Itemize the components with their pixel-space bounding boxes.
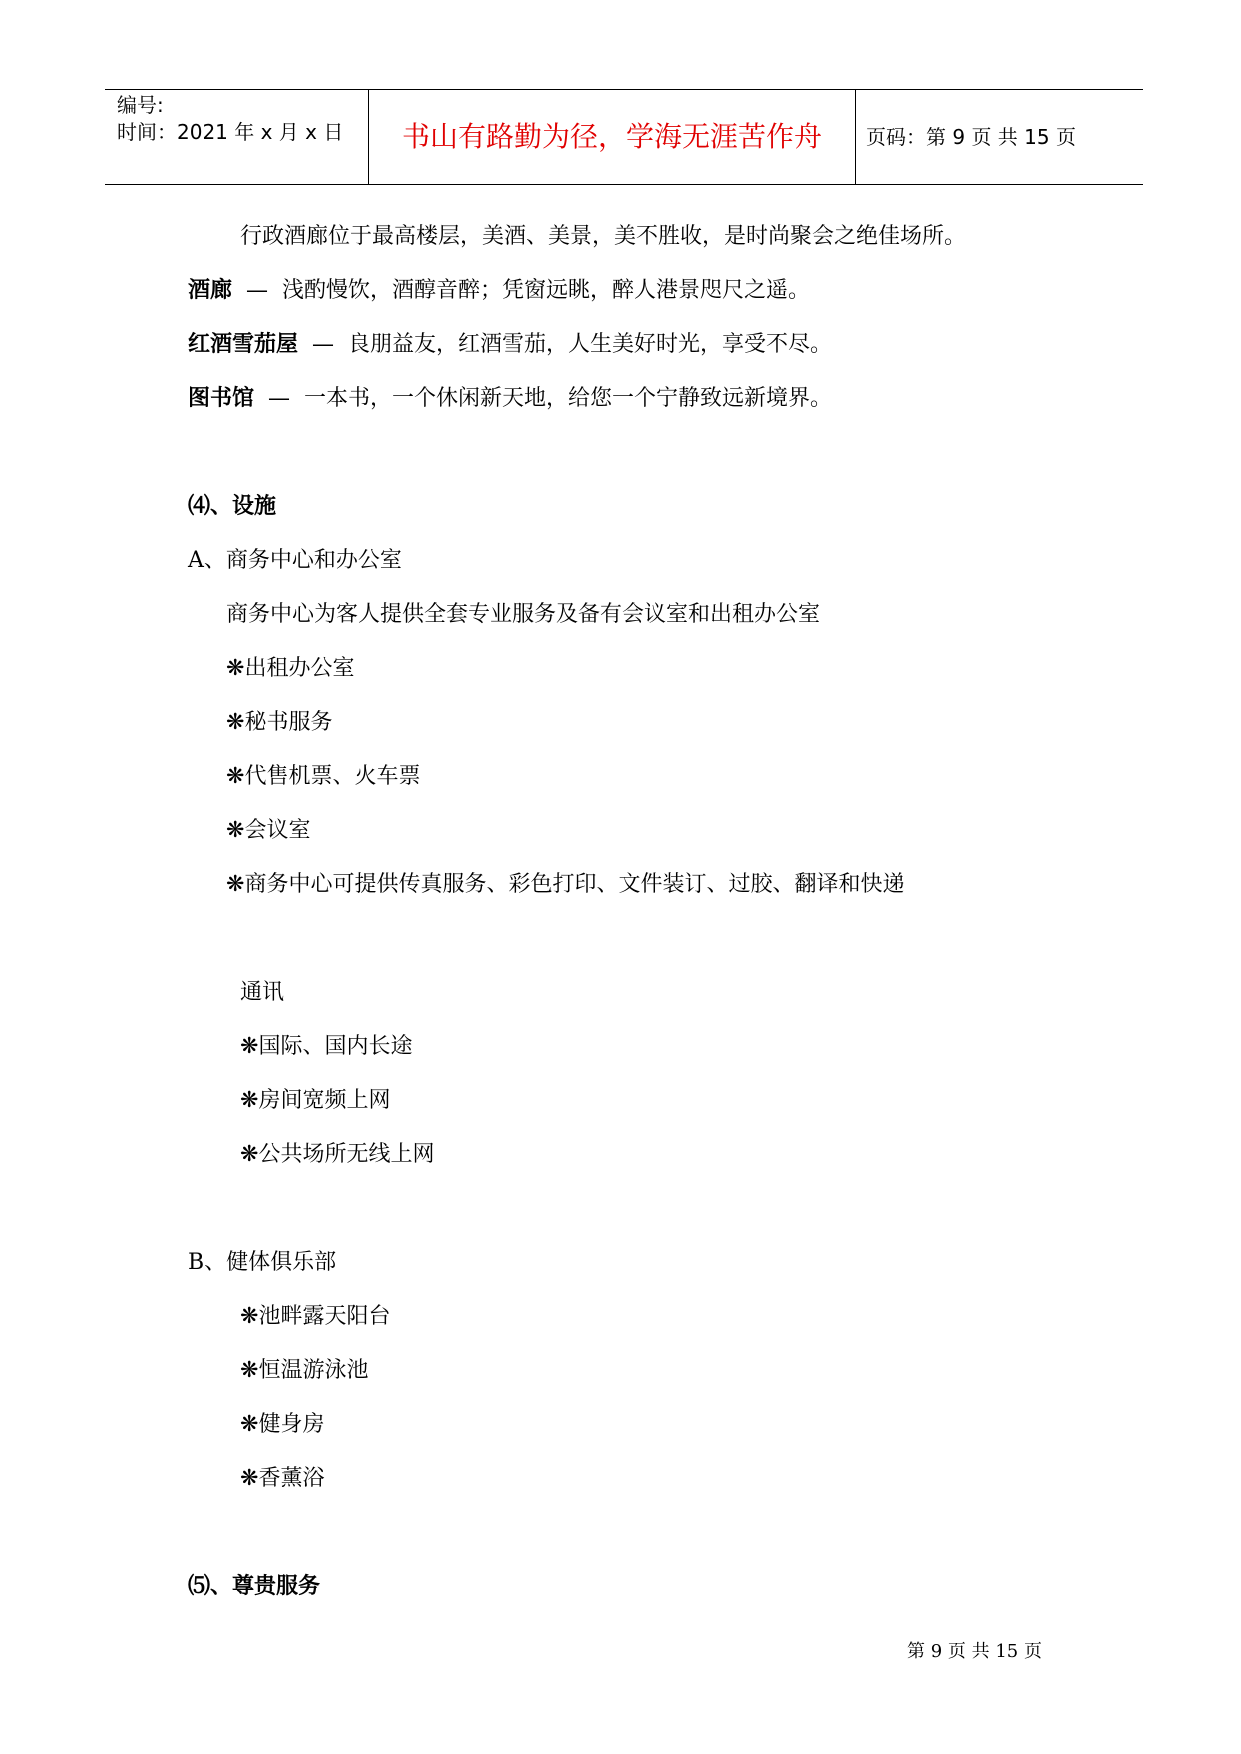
list-item: ❋健身房 — [240, 1412, 325, 1437]
list-item: ❋香薰浴 — [240, 1466, 325, 1491]
section-b-heading: B、健体俱乐部 — [188, 1250, 337, 1275]
page-footer: 第 9 页 共 15 页 — [907, 1641, 1042, 1662]
list-item: ❋出租办公室 — [226, 656, 355, 681]
list-item: ❋池畔露天阳台 — [240, 1304, 391, 1329]
header-page-cell — [856, 90, 1143, 184]
list-item: ❋秘书服务 — [226, 710, 333, 735]
list-item: ❋恒温游泳池 — [240, 1358, 369, 1383]
communication-heading: 通讯 — [240, 980, 285, 1005]
list-item: ❋代售机票、火车票 — [226, 764, 421, 789]
flower-bullet-icon: ❋ — [240, 1088, 259, 1113]
section-a-description: 商务中心为客人提供全套专业服务及备有会议室和出租办公室 — [226, 602, 821, 627]
list-item: ❋公共场所无线上网 — [240, 1142, 435, 1167]
library-dash: — — [268, 386, 291, 411]
document-date: 时间：2021 年 x 月 x 日 — [117, 120, 344, 144]
document-number-label: 编号: — [117, 93, 164, 117]
wine-room-term: 红酒雪茄屋 — [188, 332, 299, 357]
wine-room-desc: 良朋益友，红酒雪茄，人生美好时光，享受不尽。 — [348, 332, 833, 357]
section-a-heading: A、商务中心和办公室 — [188, 548, 402, 573]
lounge-term: 酒廊 — [188, 278, 233, 303]
header-motto: 书山有路勤为径，学海无涯苦作舟 — [401, 120, 822, 153]
wine-room-line — [188, 330, 832, 360]
library-desc: 一本书，一个休闲新天地，给您一个宁静致远新境界。 — [304, 386, 833, 411]
flower-bullet-icon: ❋ — [226, 818, 245, 843]
flower-bullet-icon: ❋ — [240, 1412, 259, 1437]
flower-bullet-icon: ❋ — [226, 656, 245, 681]
header-page-info: 页码：第 9 页 共 15 页 — [866, 125, 1076, 149]
lounge-dash: — — [246, 278, 269, 303]
lounge-line — [188, 276, 810, 306]
flower-bullet-icon: ❋ — [226, 764, 245, 789]
section-5-heading: ⑸、尊贵服务 — [188, 1574, 321, 1599]
flower-bullet-icon: ❋ — [226, 710, 245, 735]
list-item: ❋会议室 — [226, 818, 311, 843]
flower-bullet-icon: ❋ — [226, 872, 245, 897]
flower-bullet-icon: ❋ — [240, 1034, 259, 1059]
lounge-desc: 浅酌慢饮，酒醇音醉；凭窗远眺，醉人港景咫尺之遥。 — [282, 278, 811, 303]
flower-bullet-icon: ❋ — [240, 1142, 259, 1167]
section-4-heading: ⑷、设施 — [188, 494, 277, 519]
list-item: ❋房间宽频上网 — [240, 1088, 391, 1113]
flower-bullet-icon: ❋ — [240, 1304, 259, 1329]
wine-room-dash: — — [312, 332, 335, 357]
flower-bullet-icon: ❋ — [240, 1358, 259, 1383]
intro-paragraph: 行政酒廊位于最高楼层，美酒、美景，美不胜收，是时尚聚会之绝佳场所。 — [240, 224, 967, 249]
list-item: ❋国际、国内长途 — [240, 1034, 413, 1059]
library-line — [188, 384, 832, 414]
header-meta-cell — [105, 90, 369, 184]
header-table — [105, 89, 1143, 185]
library-term: 图书馆 — [188, 386, 255, 411]
header-motto-cell — [369, 90, 856, 184]
flower-bullet-icon: ❋ — [240, 1466, 259, 1491]
list-item: ❋商务中心可提供传真服务、彩色打印、文件装订、过胶、翻译和快递 — [226, 872, 905, 897]
